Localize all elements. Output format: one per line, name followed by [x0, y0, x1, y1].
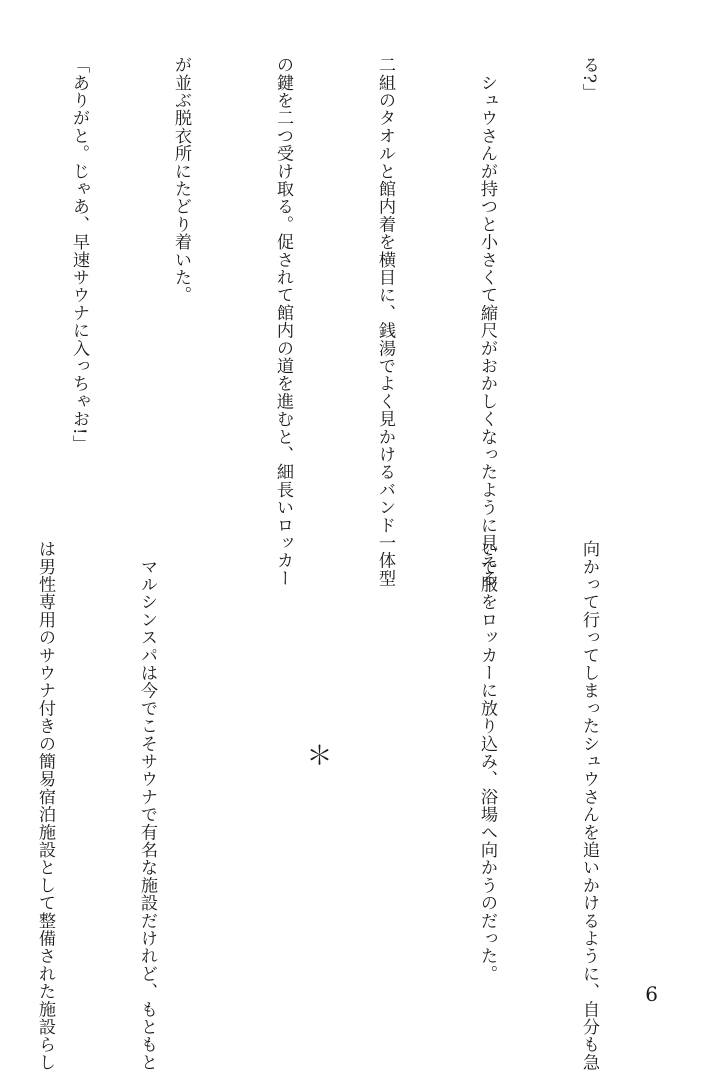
text-column: が並ぶ脱衣所にたどり着いた。: [171, 56, 191, 304]
scene-break-asterisk: ＊: [302, 741, 332, 769]
text-column: の鍵を二つ受け取る。促されて館内の道を進むと、細長いロッカー: [273, 56, 293, 587]
text-column: る?」: [579, 56, 599, 102]
upper-text-block: [38, 56, 674, 587]
text-column: いで服をロッカーに放り込み、浴場へ向かうのだった。: [477, 540, 497, 983]
text-column: 向かって行ってしまったシュウさんを追いかけるように、自分も急: [579, 540, 599, 1071]
text-column: シュウさんが持つと小さくて縮尺がおかしくなったように見える: [477, 56, 497, 587]
text-column: マルシンスパは今でこそサウナで有名な施設だけれど、もともと: [137, 540, 157, 1071]
text-column: 二組のタオルと館内着を横目に、銭湯でよく見かけるバンド一体型: [375, 56, 395, 587]
text-column: は男性専用のサウナ付きの簡易宿泊施設として整備された施設らし: [35, 540, 55, 1071]
lower-text-block: [35, 540, 674, 1071]
text-column: 「ありがと。じゃあ、早速サウナに入っちゃお!」: [69, 56, 89, 453]
page-number: 6: [645, 982, 658, 1006]
